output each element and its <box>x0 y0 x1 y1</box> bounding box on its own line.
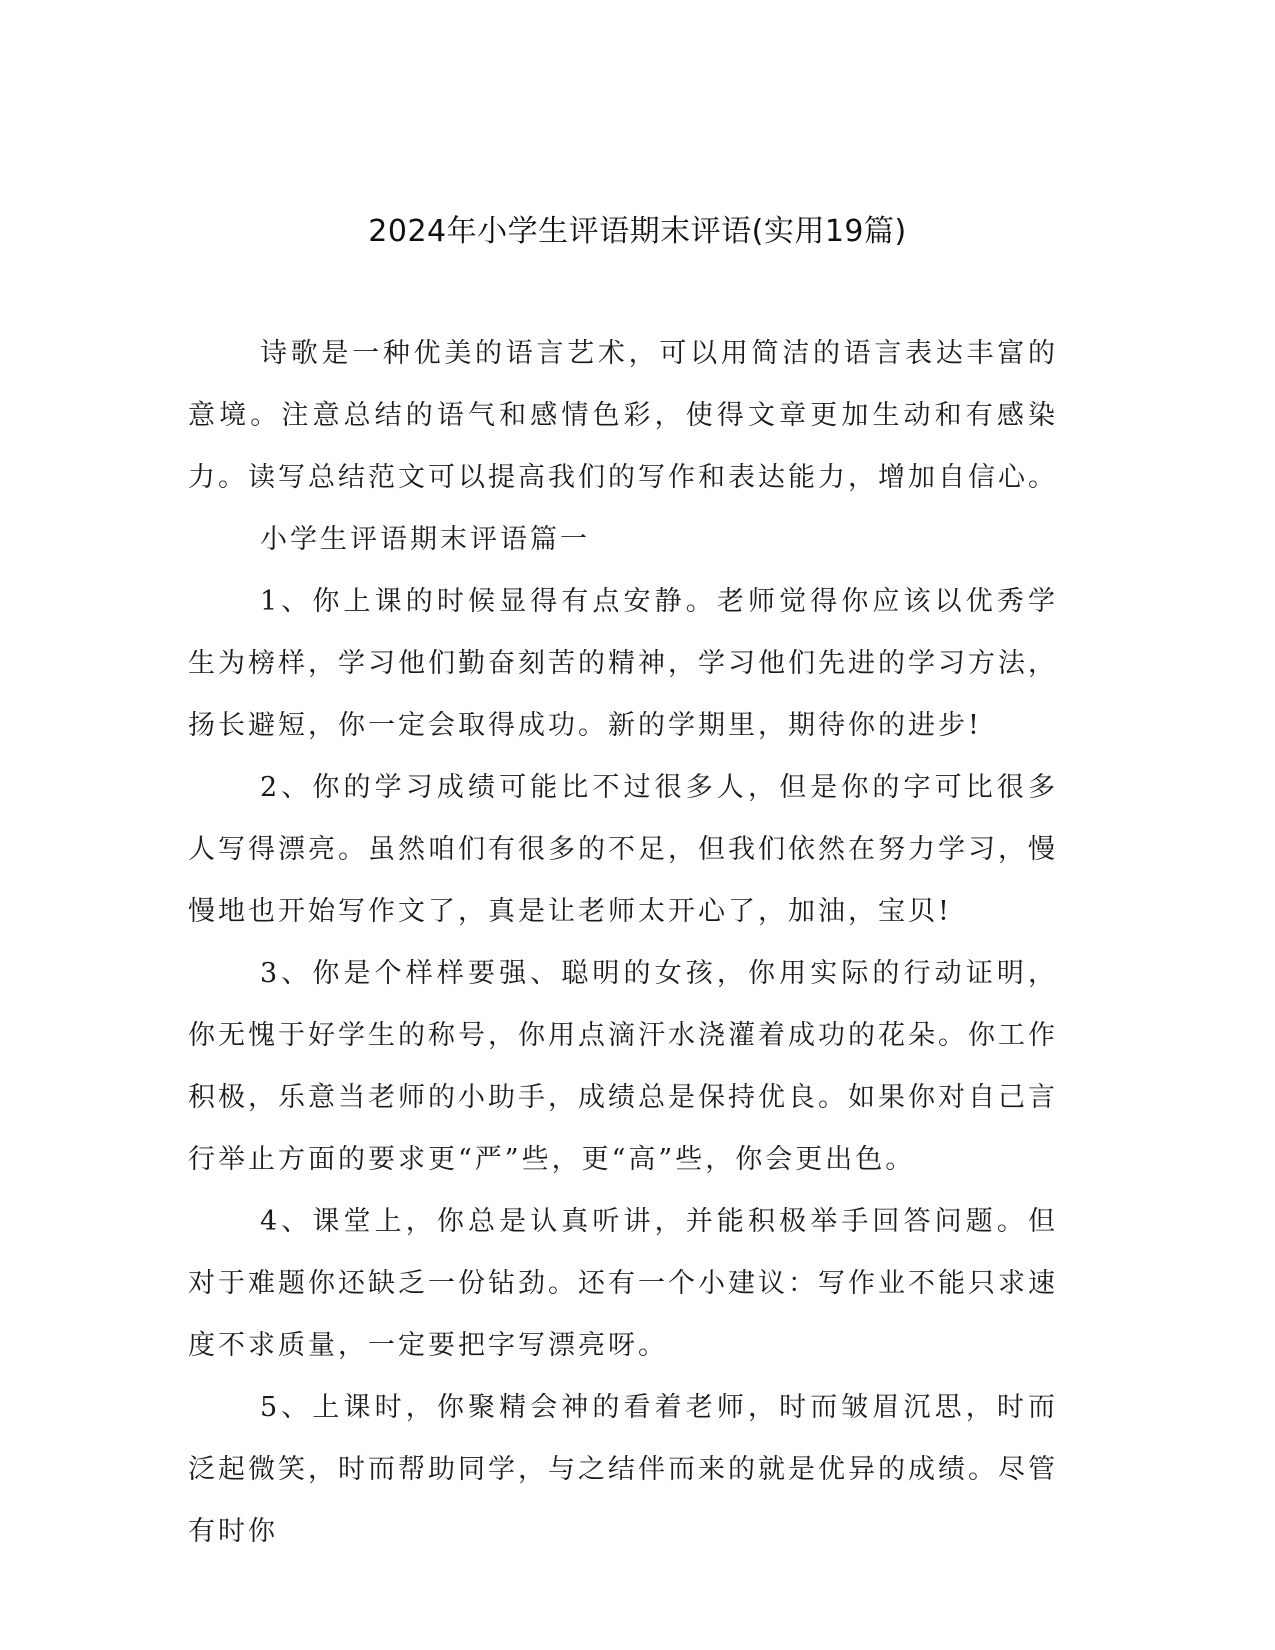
document-title: 2024年小学生评语期末评语(实用19篇) <box>368 214 907 249</box>
comment-paragraph-1: 1、你上课的时候显得有点安静。老师觉得你应该以优秀学生为榜样，学习他们勤奋刻苦的精神，学习他们先进的学习方法，扬长避短，你一定会取得成功。新的学期里，期待你的进步! <box>188 586 1058 741</box>
document-body <box>188 323 1058 1563</box>
section-heading: 小学生评语期末评语篇一 <box>260 524 590 555</box>
comment-paragraph-3: 3、你是个样样要强、聪明的女孩，你用实际的行动证明，你无愧于好学生的称号，你用点滴汗水浇灌着成功的花朵。你工作积极，乐意当老师的小助手，成绩总是保持优良。如果你对自己言行举止方面的要求更“严”些，更“高”些，你会更出色。 <box>188 958 1058 1175</box>
intro-paragraph: 诗歌是一种优美的语言艺术，可以用简洁的语言表达丰富的意境。注意总结的语气和感情色彩，使得文章更加生动和有感染力。读写总结范文可以提高我们的写作和表达能力，增加自信心。 <box>188 338 1058 493</box>
comment-paragraph-5: 5、上课时，你聚精会神的看着老师，时而皱眉沉思，时而泛起微笑，时而帮助同学，与之结伴而来的就是优异的成绩。尽管有时你 <box>188 1392 1058 1547</box>
comment-paragraph-2: 2、你的学习成绩可能比不过很多人，但是你的字可比很多人写得漂亮。虽然咱们有很多的不足，但我们依然在努力学习，慢慢地也开始写作文了，真是让老师太开心了，加油，宝贝! <box>188 772 1058 927</box>
comment-paragraph-4: 4、课堂上，你总是认真听讲，并能积极举手回答问题。但对于难题你还缺乏一份钻劲。还有一个小建议：写作业不能只求速度不求质量，一定要把字写漂亮呀。 <box>188 1206 1058 1361</box>
